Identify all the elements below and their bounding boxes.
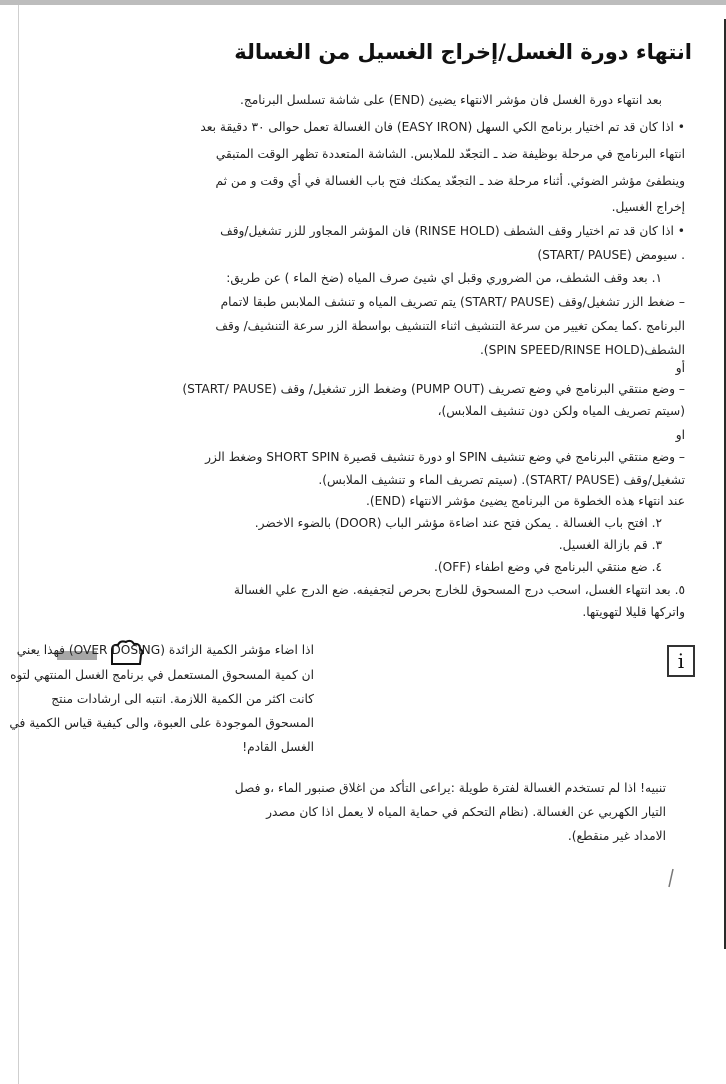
- page-mark: [667, 868, 675, 888]
- step-4-line: ٤. ضع منتقي البرنامج في وضع اطفاء (OFF).: [433, 560, 662, 574]
- page-title: انتهاء دورة الغسل/إخراج الغسيل من الغسالة: [234, 40, 692, 64]
- info-line-3: كانت اكثر من الكمية اللازمة. انتبه الى ارشادات منتج: [51, 692, 314, 706]
- option-start-pause-line-1: – ضغط الزر تشغيل/وقف (START/ PAUSE) يتم تصريف المياه و تنشف الملابس طبقا لاتمام: [220, 295, 685, 309]
- info-icon: i: [667, 645, 695, 677]
- step-1-line: ١. بعد وقف الشطف، من الضروري وقبل اي شيئ صرف المياه (ضخ الماء ) عن طريق:: [226, 271, 662, 285]
- bullet-easy-iron-line-3: وينطفئ مؤشر الضوئي. أثناء مرحلة ضد ـ التجعّد يمكنك فتح باب الغسالة في أي وقت و من ثم: [215, 174, 685, 188]
- step-5-line-2: واتركها قليلا لتهويتها.: [582, 605, 685, 619]
- warning-line-3: الامداد غير منقطع).: [567, 829, 666, 843]
- step-2-line: ٢. افتح باب الغسالة . يمكن فتح عند اضاءة مؤشر الباب (DOOR) بالضوء الاخضر.: [254, 516, 662, 530]
- info-line-1: اذا اضاء مؤشر الكمية الزائدة (OVER DOSING) فهذا يعني: [16, 643, 314, 657]
- option-start-pause-line-3: الشطف(SPIN SPEED/RINSE HOLD).: [479, 343, 685, 357]
- option-pump-out-line-1: – وضع منتقي البرنامج في وضع تصريف (PUMP OUT) وضغط الزر تشغيل/ وقف (START/ PAUSE): [182, 382, 685, 396]
- option-pump-out-line-2: (سيتم تصريف المياه ولكن دون تنشيف الملابس)،: [437, 404, 685, 418]
- step-3-line: ٣. قم بازالة الغسيل.: [558, 538, 662, 552]
- option-start-pause-line-2: البرنامج .كما يمكن تغيير من سرعة التنشيف اثناء التنشيف بواسطة الزر سرعة التنشيف/ وقف: [215, 319, 685, 333]
- or-1: أو: [675, 361, 685, 375]
- option-spin-line-2: تشغيل/وقف (START/ PAUSE). (سيتم تصريف الماء و تنشيف الملابس).: [318, 473, 685, 487]
- warning-line-1: تنبيه! اذا لم تستخدم الغسالة لفترة طويلة :يراعى التأكد من اغلاق صنبور الماء ،و فصل: [234, 781, 666, 795]
- intro-line: بعد انتهاء دورة الغسل فان مؤشر الانتهاء يضيئ (END) على شاشة تسلسل البرنامج.: [240, 93, 662, 107]
- end-indicator-line: عند انتهاء هذه الخطوة من البرنامج يضيئ مؤشر الانتهاء (END).: [365, 494, 685, 508]
- step-5-line-1: ٥. بعد انتهاء الغسل، اسحب درج المسحوق للخارج بحرص لتجفيفه. ضع الدرج علي الغسالة: [233, 583, 685, 597]
- info-line-5: الغسل القادم!: [242, 740, 314, 754]
- bullet-easy-iron-line-1: • اذا كان قد تم اختيار برنامج الكي السهل (EASY IRON) فان الغسالة تعمل حوالى ٣٠ دقيقة بعد: [200, 120, 685, 134]
- info-line-2: ان كمية المسحوق المستعمل في برنامج الغسل المنتهي لتوه: [10, 668, 314, 682]
- bullet-easy-iron-line-2: انتهاء البرنامج في مرحلة بوظيفة ضد ـ التجعّد للملابس. الشاشة المتعددة تظهر الوقت المتبقي: [215, 147, 685, 161]
- bullet-easy-iron-line-4: إخراج الغسيل.: [611, 200, 685, 214]
- warning-line-2: التيار الكهربي عن الغسالة. (نظام التحكم في حماية المياه لا يعمل اذا كان مصدر: [266, 805, 666, 819]
- bullet-rinse-hold-line-1: • اذا كان قد تم اختيار وقف الشطف (RINSE HOLD) فان المؤشر المجاور للزر تشغيل/وقف: [220, 224, 685, 238]
- info-line-4: المسحوق الموجودة على العبوة، والى كيفية قياس الكمية في: [9, 716, 314, 730]
- bullet-rinse-hold-line-2: (START/ PAUSE) سيومض .: [537, 248, 685, 262]
- option-spin-line-1: – وضع منتقي البرنامج في وضع تنشيف SPIN او دورة تنشيف قصيرة SHORT SPIN وضغط الزر: [205, 450, 685, 464]
- or-2: او: [675, 428, 685, 442]
